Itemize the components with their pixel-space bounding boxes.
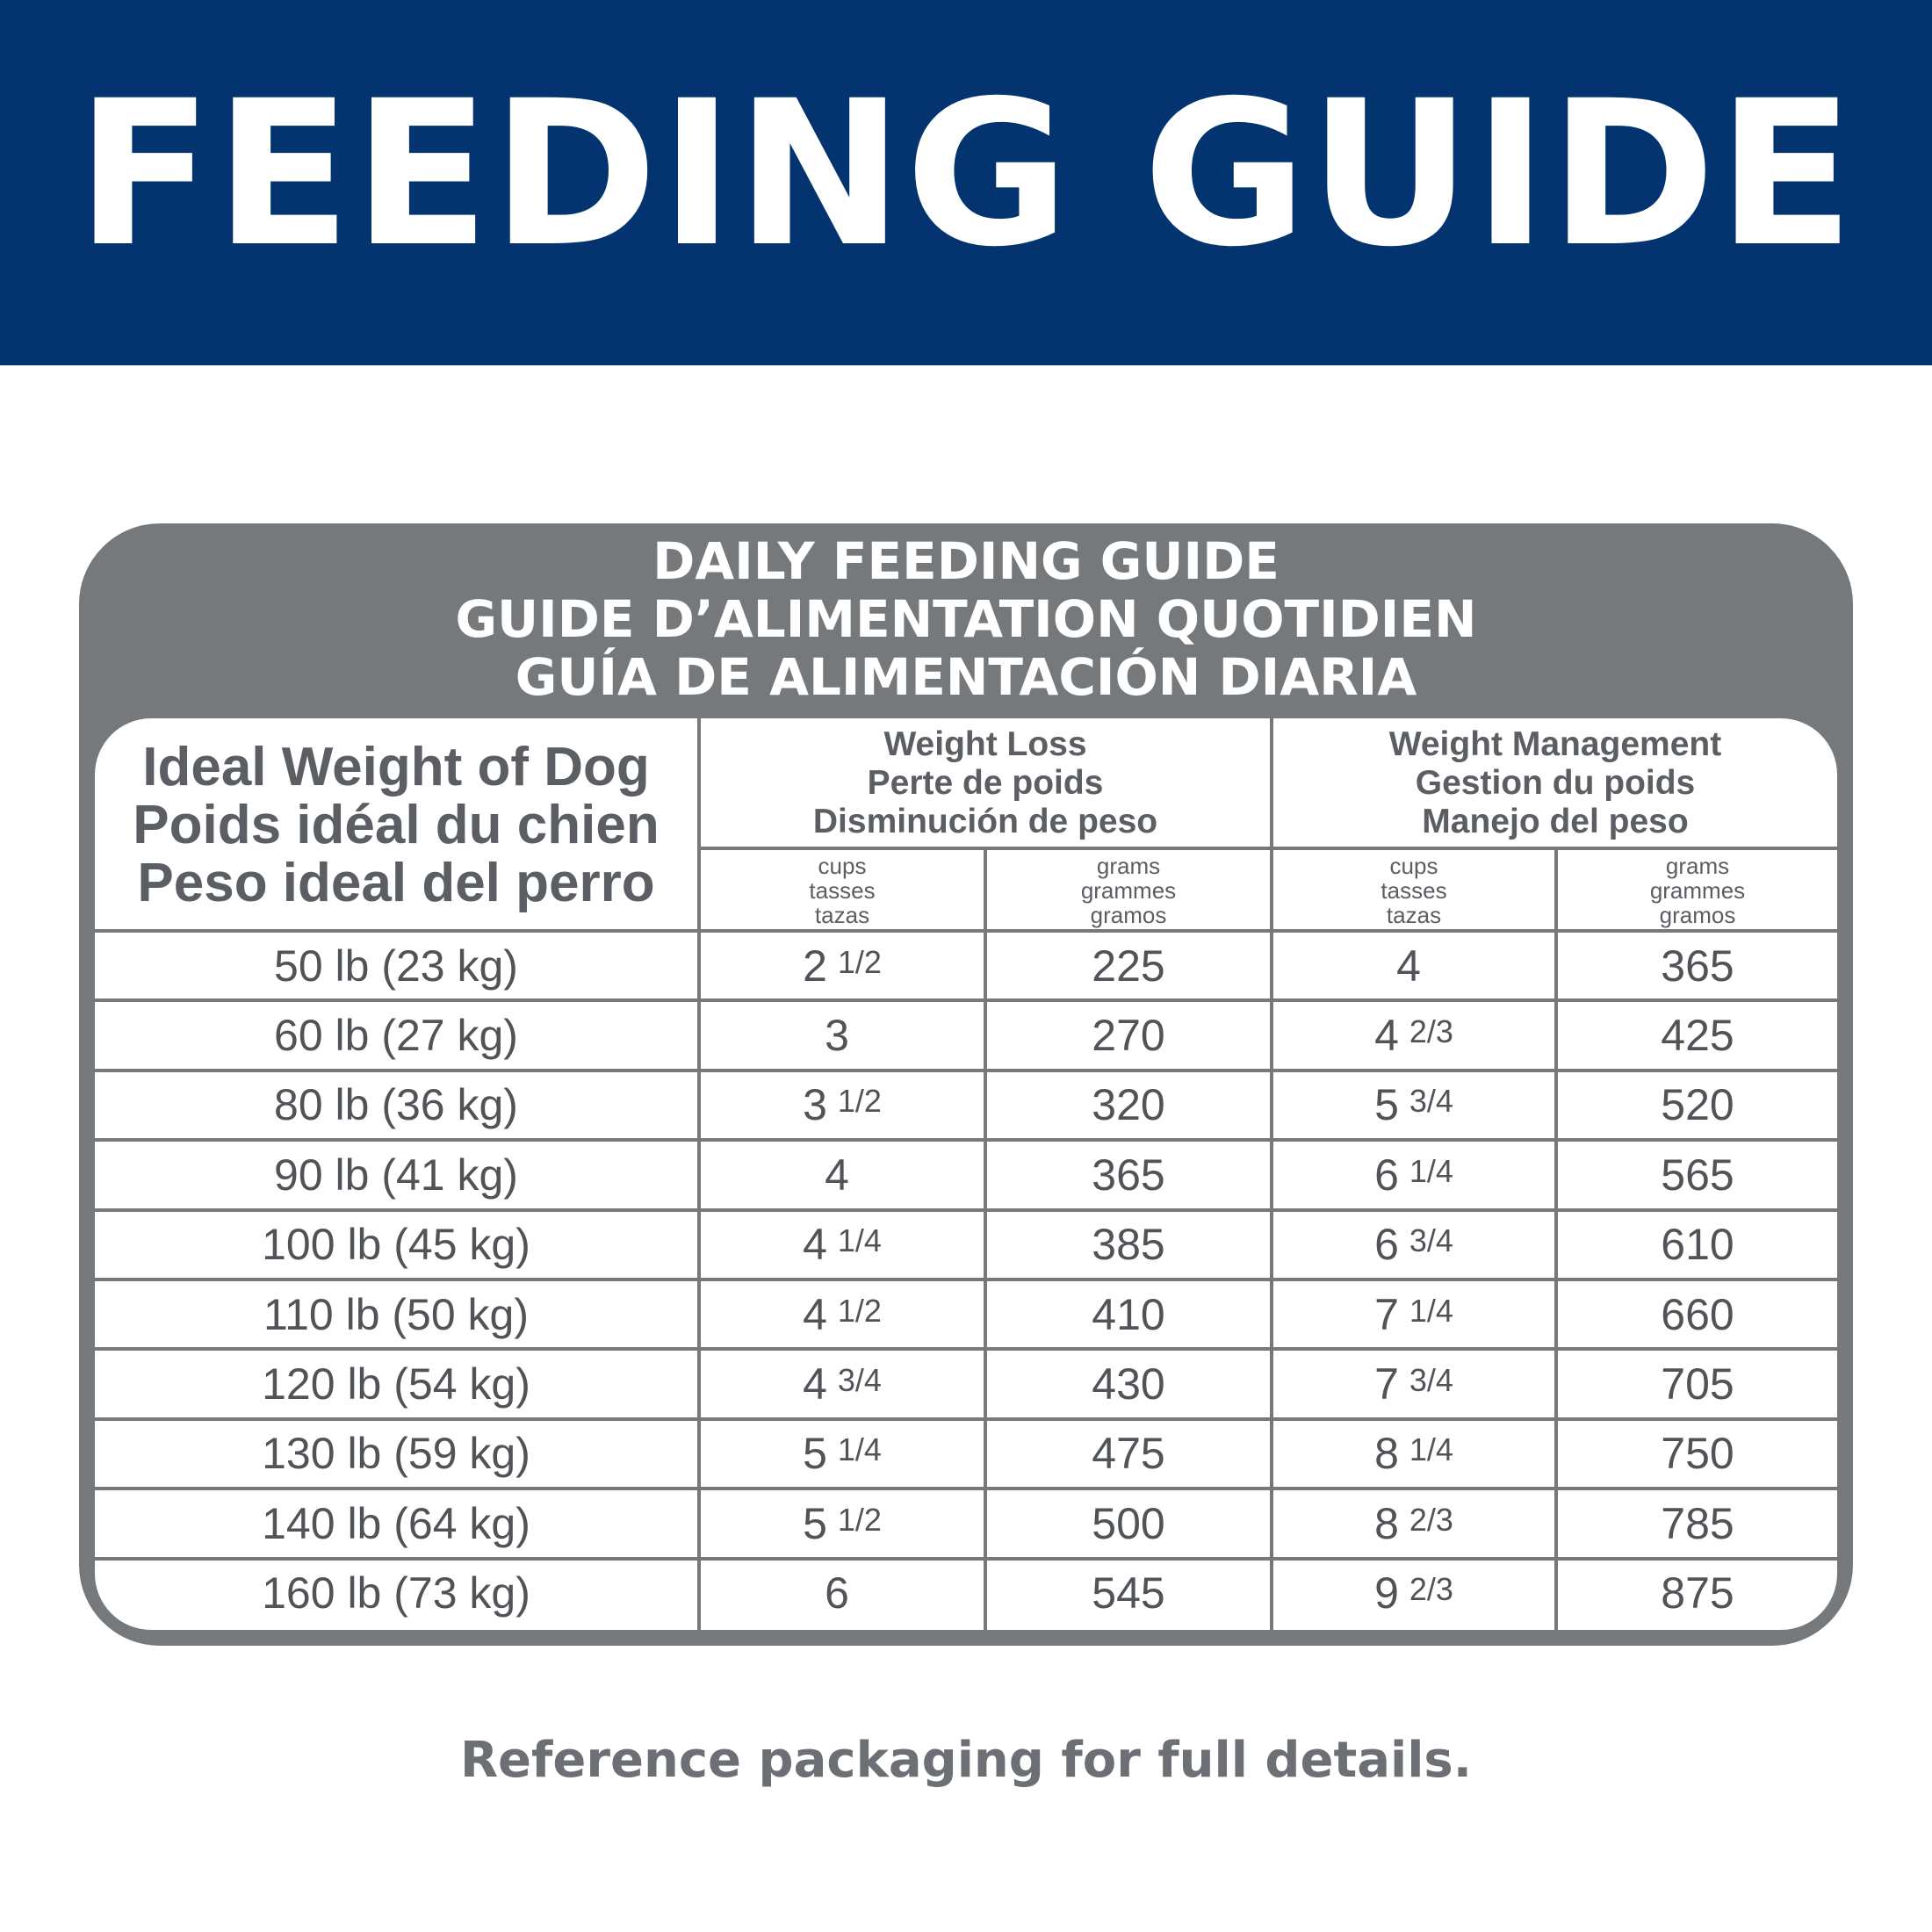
unit-cups-es: tazas [1386, 902, 1442, 928]
table-row [95, 1281, 1837, 1347]
wm-grams-cell [1558, 1002, 1837, 1068]
unit-grams-es: gramos [1659, 902, 1736, 928]
wl-cups-cell [701, 1281, 984, 1347]
wl-cups-cell-value: 4 [803, 1359, 827, 1409]
wl-grams-cell-value: 545 [1092, 1568, 1165, 1618]
unit-cups-es: tazas [814, 902, 870, 928]
wm-cups-cell-fraction: 2/3 [1409, 1571, 1453, 1608]
footer-note: Reference packaging for full details. [459, 1732, 1473, 1789]
wm-cups-cell-fraction: 2/3 [1409, 1013, 1453, 1050]
wm-cups-cell [1273, 1561, 1554, 1626]
unit-cups-fr: tasses [1381, 877, 1447, 904]
weight-management-header-fr: Gestion du poids [1415, 764, 1696, 802]
weight-loss-header-es: Disminución de peso [812, 803, 1158, 840]
weight-cell [95, 933, 697, 998]
weight-cell [95, 1281, 697, 1347]
wm-cups-cell-value: 8 [1374, 1429, 1399, 1479]
divider [1554, 847, 1558, 1630]
wm-cups-cell-fraction: 2/3 [1409, 1501, 1453, 1538]
wl-grams-cell [987, 1072, 1270, 1138]
wm-grams-unit [1558, 850, 1837, 931]
wm-grams-cell [1558, 1561, 1837, 1626]
wl-grams-cell-value: 500 [1092, 1498, 1165, 1548]
wl-cups-cell-value: 4 [803, 1220, 827, 1270]
wl-cups-cell-fraction: 1/4 [837, 1431, 882, 1468]
weight-cell-value: 120 lb (54 kg) [262, 1359, 530, 1409]
wl-cups-cell [701, 1212, 984, 1278]
weight-cell [95, 1490, 697, 1556]
card-title-line-en: DAILY FEEDING GUIDE [652, 531, 1280, 591]
wl-cups-unit [701, 850, 984, 931]
unit-grams-fr: grammes [1649, 877, 1746, 904]
wm-cups-cell-fraction: 3/4 [1409, 1083, 1453, 1120]
wm-cups-cell [1273, 1002, 1554, 1068]
weight-cell-value: 90 lb (41 kg) [274, 1150, 518, 1200]
wl-cups-cell-value: 2 [803, 941, 827, 991]
wl-cups-cell-fraction: 1/4 [837, 1222, 882, 1259]
wl-grams-cell [987, 1142, 1270, 1208]
weight-management-header-es: Manejo del peso [1422, 803, 1689, 840]
divider [697, 718, 701, 1630]
wl-grams-cell [987, 1002, 1270, 1068]
wl-grams-cell [987, 1281, 1270, 1347]
wm-grams-cell [1558, 933, 1837, 998]
weight-cell-value: 130 lb (59 kg) [262, 1429, 530, 1479]
wl-cups-cell [701, 1072, 984, 1138]
wm-cups-cell [1273, 1142, 1554, 1208]
table-row [95, 1142, 1837, 1208]
wm-grams-cell-value: 875 [1661, 1568, 1734, 1618]
table-row [95, 1351, 1837, 1417]
wm-cups-cell-value: 4 [1396, 941, 1421, 991]
wl-grams-cell-value: 475 [1092, 1429, 1165, 1479]
wl-cups-cell-fraction: 1/2 [837, 1501, 882, 1538]
wl-grams-cell-value: 430 [1092, 1359, 1165, 1409]
weight-loss-header-en: Weight Loss [883, 725, 1087, 763]
wm-cups-cell-fraction: 1/4 [1409, 1152, 1453, 1189]
table-row [95, 1072, 1837, 1138]
weight-cell [95, 1351, 697, 1417]
weight-loss-header-fr: Perte de poids [867, 764, 1104, 802]
wm-cups-cell-value: 4 [1374, 1011, 1399, 1061]
weight-header-en: Ideal Weight of Dog [142, 737, 650, 797]
weight-cell-value: 50 lb (23 kg) [274, 941, 518, 991]
wm-cups-unit [1273, 850, 1554, 931]
weight-loss-header [701, 718, 1270, 848]
weight-cell-value: 140 lb (64 kg) [262, 1498, 530, 1548]
wm-cups-cell [1273, 933, 1554, 998]
wl-cups-cell [701, 1561, 984, 1626]
wl-cups-cell [701, 1490, 984, 1556]
weight-cell [95, 1421, 697, 1487]
wl-grams-unit [987, 850, 1270, 931]
weight-cell [95, 1142, 697, 1208]
wl-cups-cell [701, 1421, 984, 1487]
banner-title: FEEDING GUIDE [76, 57, 1856, 291]
wl-cups-cell-fraction: 3/4 [837, 1362, 882, 1399]
wm-grams-cell-value: 425 [1661, 1011, 1734, 1061]
weight-cell [95, 1561, 697, 1626]
wm-grams-cell-value: 750 [1661, 1429, 1734, 1479]
table-row [95, 1002, 1837, 1068]
wm-grams-cell-value: 785 [1661, 1498, 1734, 1548]
wm-cups-cell [1273, 1351, 1554, 1417]
weight-management-header-en: Weight Management [1388, 725, 1722, 763]
wl-cups-cell [701, 1002, 984, 1068]
weight-management-header [1273, 718, 1837, 848]
card-title [79, 532, 1853, 706]
table-row [95, 1561, 1837, 1626]
wm-cups-cell [1273, 1072, 1554, 1138]
unit-cups-en: cups [818, 853, 867, 879]
wl-cups-cell [701, 933, 984, 998]
table-row [95, 933, 1837, 998]
wl-grams-cell-value: 410 [1092, 1289, 1165, 1339]
wm-grams-cell [1558, 1072, 1837, 1138]
wm-cups-cell [1273, 1421, 1554, 1487]
wl-cups-cell-value: 4 [803, 1289, 827, 1339]
wl-cups-cell-fraction: 1/2 [837, 1083, 882, 1120]
wm-cups-cell-value: 7 [1374, 1359, 1399, 1409]
wl-grams-cell-value: 270 [1092, 1011, 1165, 1061]
wl-cups-cell-value: 5 [803, 1429, 827, 1479]
wm-cups-cell [1273, 1212, 1554, 1278]
wl-grams-cell-value: 385 [1092, 1220, 1165, 1270]
banner [0, 0, 1932, 365]
wl-cups-cell-value: 3 [803, 1080, 827, 1130]
wm-grams-cell-value: 565 [1661, 1150, 1734, 1200]
wl-grams-cell [987, 933, 1270, 998]
wl-grams-cell [987, 1351, 1270, 1417]
wm-cups-cell [1273, 1281, 1554, 1347]
wl-cups-cell-fraction: 1/2 [837, 943, 882, 980]
wm-grams-cell [1558, 1281, 1837, 1347]
table-row [95, 1421, 1837, 1487]
wl-cups-cell [701, 1351, 984, 1417]
wm-grams-cell [1558, 1351, 1837, 1417]
unit-cups-en: cups [1389, 853, 1438, 879]
wm-grams-cell-value: 610 [1661, 1220, 1734, 1270]
wm-cups-cell-fraction: 3/4 [1409, 1222, 1453, 1259]
wm-grams-cell-value: 520 [1661, 1080, 1734, 1130]
weight-cell-value: 100 lb (45 kg) [262, 1220, 530, 1270]
unit-header-row [95, 850, 1837, 931]
table-row [95, 1490, 1837, 1556]
wl-cups-cell [701, 1142, 984, 1208]
unit-cups-fr: tasses [809, 877, 876, 904]
weight-cell-value: 110 lb (50 kg) [263, 1289, 530, 1339]
unit-grams-fr: grammes [1080, 877, 1177, 904]
wm-grams-cell-value: 365 [1661, 941, 1734, 991]
weight-cell-value: 80 lb (36 kg) [274, 1080, 518, 1130]
wm-cups-cell [1273, 1490, 1554, 1556]
divider [984, 847, 987, 1630]
wm-cups-cell-fraction: 1/4 [1409, 1292, 1453, 1329]
unit-grams-es: gramos [1090, 902, 1167, 928]
group-header-row [95, 718, 1837, 848]
wl-grams-cell [987, 1421, 1270, 1487]
wm-cups-cell-fraction: 3/4 [1409, 1362, 1453, 1399]
wm-grams-cell [1558, 1490, 1837, 1556]
wm-cups-cell-fraction: 1/4 [1409, 1431, 1453, 1468]
table-row [95, 1212, 1837, 1278]
wl-grams-cell-value: 320 [1092, 1080, 1165, 1130]
weight-header-fr: Poids idéal du chien [133, 795, 660, 855]
wl-cups-cell-value: 3 [825, 1011, 849, 1061]
weight-cell [95, 1002, 697, 1068]
wm-cups-cell-value: 6 [1374, 1150, 1399, 1200]
wm-cups-cell-value: 6 [1374, 1220, 1399, 1270]
wl-grams-cell-value: 365 [1092, 1150, 1165, 1200]
weight-cell-value: 160 lb (73 kg) [262, 1568, 530, 1618]
weight-cell [95, 1072, 697, 1138]
feeding-guide-card [79, 523, 1853, 1646]
weight-header-es: Peso ideal del perro [137, 853, 655, 913]
wm-grams-cell-value: 705 [1661, 1359, 1734, 1409]
card-title-line-es: GUÍA DE ALIMENTACIÓN DIARIA [515, 647, 1417, 707]
wm-cups-cell-value: 8 [1374, 1498, 1399, 1548]
unit-grams-en: grams [1096, 853, 1161, 879]
feeding-table [95, 718, 1837, 1630]
wl-grams-cell-value: 225 [1092, 941, 1165, 991]
wl-grams-cell [987, 1561, 1270, 1626]
card-title-line-fr: GUIDE D’ALIMENTATION QUOTIDIEN [455, 589, 1477, 649]
wl-cups-cell-value: 5 [803, 1498, 827, 1548]
weight-cell-value: 60 lb (27 kg) [274, 1011, 518, 1061]
wl-cups-cell-fraction: 1/2 [837, 1292, 882, 1329]
wm-grams-cell [1558, 1142, 1837, 1208]
wm-grams-cell [1558, 1212, 1837, 1278]
wl-cups-cell-value: 6 [825, 1568, 849, 1618]
divider [1270, 718, 1273, 1630]
wm-grams-cell-value: 660 [1661, 1289, 1734, 1339]
wm-cups-cell-value: 9 [1374, 1568, 1399, 1618]
wl-grams-cell [987, 1490, 1270, 1556]
wm-cups-cell-value: 5 [1374, 1080, 1399, 1130]
weight-cell [95, 1212, 697, 1278]
wl-grams-cell [987, 1212, 1270, 1278]
wm-grams-cell [1558, 1421, 1837, 1487]
wl-cups-cell-value: 4 [825, 1150, 849, 1200]
unit-grams-en: grams [1665, 853, 1730, 879]
wm-cups-cell-value: 7 [1374, 1289, 1399, 1339]
